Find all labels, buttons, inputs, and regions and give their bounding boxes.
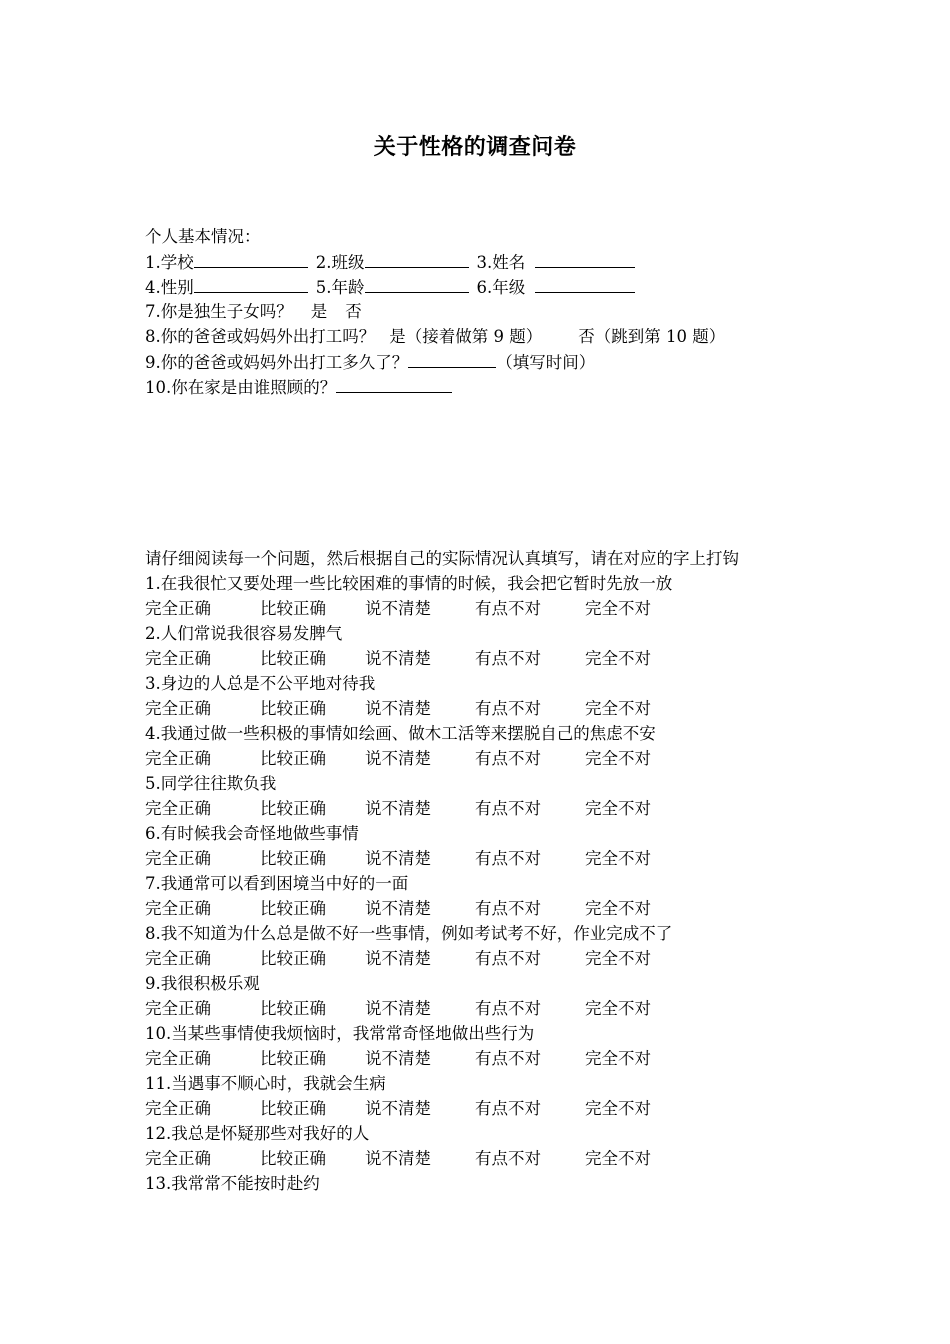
away-duration-blank[interactable] (408, 349, 496, 368)
question-text: 2.人们常说我很容易发脾气 (145, 624, 343, 643)
answer-options-row (145, 1046, 815, 1071)
answer-option[interactable]: 完全正确 (145, 599, 211, 618)
answer-option[interactable]: 完全正确 (145, 699, 211, 718)
answer-option[interactable]: 完全正确 (145, 999, 211, 1018)
answer-option[interactable]: 完全正确 (145, 1099, 211, 1118)
answer-options-row (145, 746, 815, 771)
class-label: 2.班级 (315, 253, 365, 272)
answer-option[interactable]: 有点不对 (475, 949, 541, 968)
answer-option[interactable]: 完全不对 (585, 799, 651, 818)
answer-options-row (145, 1146, 815, 1171)
answer-option[interactable]: 比较正确 (260, 999, 326, 1018)
answer-option[interactable]: 完全不对 (585, 699, 651, 718)
question-text: 4.我通过做一些积极的事情如绘画、做木工活等来摆脱自己的焦虑不安 (145, 724, 656, 743)
only-child-no[interactable]: 否 (345, 302, 362, 321)
answer-option[interactable]: 比较正确 (260, 899, 326, 918)
question-text: 12.我总是怀疑那些对我好的人 (145, 1124, 370, 1143)
answer-options-row (145, 596, 815, 621)
answer-option[interactable]: 完全不对 (585, 1149, 651, 1168)
question-text: 5.同学往往欺负我 (145, 774, 277, 793)
only-child-question: 7.你是独生子女吗？ (145, 302, 293, 321)
answer-option[interactable]: 完全正确 (145, 799, 211, 818)
answer-option[interactable]: 完全不对 (585, 899, 651, 918)
parents-away-row (145, 324, 815, 349)
survey-section (145, 546, 815, 1196)
away-duration-note: （填写时间） (496, 353, 596, 372)
answer-option[interactable]: 说不清楚 (365, 649, 431, 668)
answer-option[interactable]: 完全正确 (145, 1149, 211, 1168)
answer-options-row (145, 1096, 815, 1121)
school-label: 1.学校 (145, 253, 194, 272)
age-label: 5.年龄 (315, 278, 365, 297)
answer-option[interactable]: 比较正确 (260, 949, 326, 968)
answer-option[interactable]: 完全正确 (145, 649, 211, 668)
gender-label: 4.性别 (145, 278, 194, 297)
answer-option[interactable]: 说不清楚 (365, 599, 431, 618)
answer-option[interactable]: 完全不对 (585, 649, 651, 668)
answer-option[interactable]: 比较正确 (260, 699, 326, 718)
question-text: 13.我常常不能按时赴约 (145, 1174, 320, 1193)
answer-option[interactable]: 完全不对 (585, 599, 651, 618)
grade-label: 6.年级 (476, 278, 526, 297)
answer-option[interactable]: 有点不对 (475, 899, 541, 918)
parents-away-question: 8.你的爸爸或妈妈外出打工吗？ (145, 327, 376, 346)
answer-option[interactable]: 说不清楚 (365, 999, 431, 1018)
info-row-2 (145, 274, 815, 299)
answer-option[interactable]: 说不清楚 (365, 1049, 431, 1068)
answer-option[interactable]: 比较正确 (260, 1049, 326, 1068)
parents-away-yes[interactable]: 是（接着做第 9 题） (389, 327, 543, 346)
question-list (145, 571, 815, 1196)
question-text: 9.我很积极乐观 (145, 974, 260, 993)
answer-option[interactable]: 比较正确 (260, 649, 326, 668)
answer-option[interactable]: 比较正确 (260, 749, 326, 768)
answer-option[interactable]: 说不清楚 (365, 899, 431, 918)
caretaker-row (145, 374, 815, 399)
basic-info-heading: 个人基本情况： (145, 227, 261, 246)
answer-option[interactable]: 比较正确 (260, 599, 326, 618)
answer-option[interactable]: 完全不对 (585, 749, 651, 768)
answer-option[interactable]: 说不清楚 (365, 949, 431, 968)
page-title: 关于性格的调查问卷 (373, 135, 577, 160)
answer-option[interactable]: 有点不对 (475, 749, 541, 768)
answer-option[interactable]: 比较正确 (260, 849, 326, 868)
caretaker-blank[interactable] (336, 374, 452, 393)
answer-option[interactable]: 完全不对 (585, 1049, 651, 1068)
age-blank[interactable] (365, 274, 469, 293)
answer-option[interactable]: 完全正确 (145, 899, 211, 918)
question-text: 7.我通常可以看到困境当中好的一面 (145, 874, 409, 893)
answer-options-row (145, 646, 815, 671)
answer-option[interactable]: 比较正确 (260, 1149, 326, 1168)
grade-blank[interactable] (535, 274, 635, 293)
survey-instruction: 请仔细阅读每一个问题，然后根据自己的实际情况认真填写，请在对应的字上打钩 (145, 549, 739, 568)
answer-option[interactable]: 完全正确 (145, 1049, 211, 1068)
answer-option[interactable]: 完全不对 (585, 849, 651, 868)
answer-option[interactable]: 说不清楚 (365, 1149, 431, 1168)
answer-option[interactable]: 完全正确 (145, 849, 211, 868)
gender-blank[interactable] (194, 274, 308, 293)
answer-option[interactable]: 完全不对 (585, 949, 651, 968)
only-child-row (145, 299, 815, 324)
class-blank[interactable] (365, 249, 469, 268)
answer-option[interactable]: 说不清楚 (365, 799, 431, 818)
answer-option[interactable]: 完全不对 (585, 999, 651, 1018)
answer-option[interactable]: 有点不对 (475, 599, 541, 618)
question-text: 1.在我很忙又要处理一些比较困难的事情的时候，我会把它暂时先放一放 (145, 574, 673, 593)
question-text: 11.当遇事不顺心时，我就会生病 (145, 1074, 386, 1093)
question-text: 8.我不知道为什么总是做不好一些事情，例如考试考不好，作业完成不了 (145, 924, 673, 943)
answer-options-row (145, 696, 815, 721)
answer-options-row (145, 946, 815, 971)
answer-option[interactable]: 有点不对 (475, 649, 541, 668)
name-blank[interactable] (535, 249, 635, 268)
answer-option[interactable]: 有点不对 (475, 799, 541, 818)
away-duration-row (145, 349, 815, 374)
answer-option[interactable]: 比较正确 (260, 799, 326, 818)
answer-option[interactable]: 比较正确 (260, 1099, 326, 1118)
question-text: 6.有时候我会奇怪地做些事情 (145, 824, 359, 843)
answer-option[interactable]: 完全正确 (145, 949, 211, 968)
only-child-yes[interactable]: 是 (310, 302, 328, 321)
answer-option[interactable]: 说不清楚 (365, 749, 431, 768)
name-label: 3.姓名 (476, 253, 526, 272)
answer-option[interactable]: 有点不对 (475, 1099, 541, 1118)
answer-options-row (145, 996, 815, 1021)
answer-options-row (145, 846, 815, 871)
answer-option[interactable]: 完全不对 (585, 1099, 651, 1118)
answer-option[interactable]: 有点不对 (475, 999, 541, 1018)
answer-option[interactable]: 说不清楚 (365, 849, 431, 868)
answer-option[interactable]: 有点不对 (475, 699, 541, 718)
question-text: 10.当某些事情使我烦恼时，我常常奇怪地做出些行为 (145, 1024, 535, 1043)
answer-options-row (145, 796, 815, 821)
answer-option[interactable]: 有点不对 (475, 849, 541, 868)
answer-option[interactable]: 有点不对 (475, 1049, 541, 1068)
caretaker-question: 10.你在家是由谁照顾的？ (145, 378, 337, 397)
answer-option[interactable]: 说不清楚 (365, 1099, 431, 1118)
basic-info-section (145, 224, 815, 399)
parents-away-no[interactable]: 否（跳到第 10 题） (578, 327, 726, 346)
answer-option[interactable]: 有点不对 (475, 1149, 541, 1168)
answer-option[interactable]: 说不清楚 (365, 699, 431, 718)
away-duration-question: 9.你的爸爸或妈妈外出打工多久了？ (145, 353, 409, 372)
answer-options-row (145, 896, 815, 921)
school-blank[interactable] (194, 249, 308, 268)
question-text: 3.身边的人总是不公平地对待我 (145, 674, 376, 693)
info-row-1 (145, 249, 815, 274)
answer-option[interactable]: 完全正确 (145, 749, 211, 768)
